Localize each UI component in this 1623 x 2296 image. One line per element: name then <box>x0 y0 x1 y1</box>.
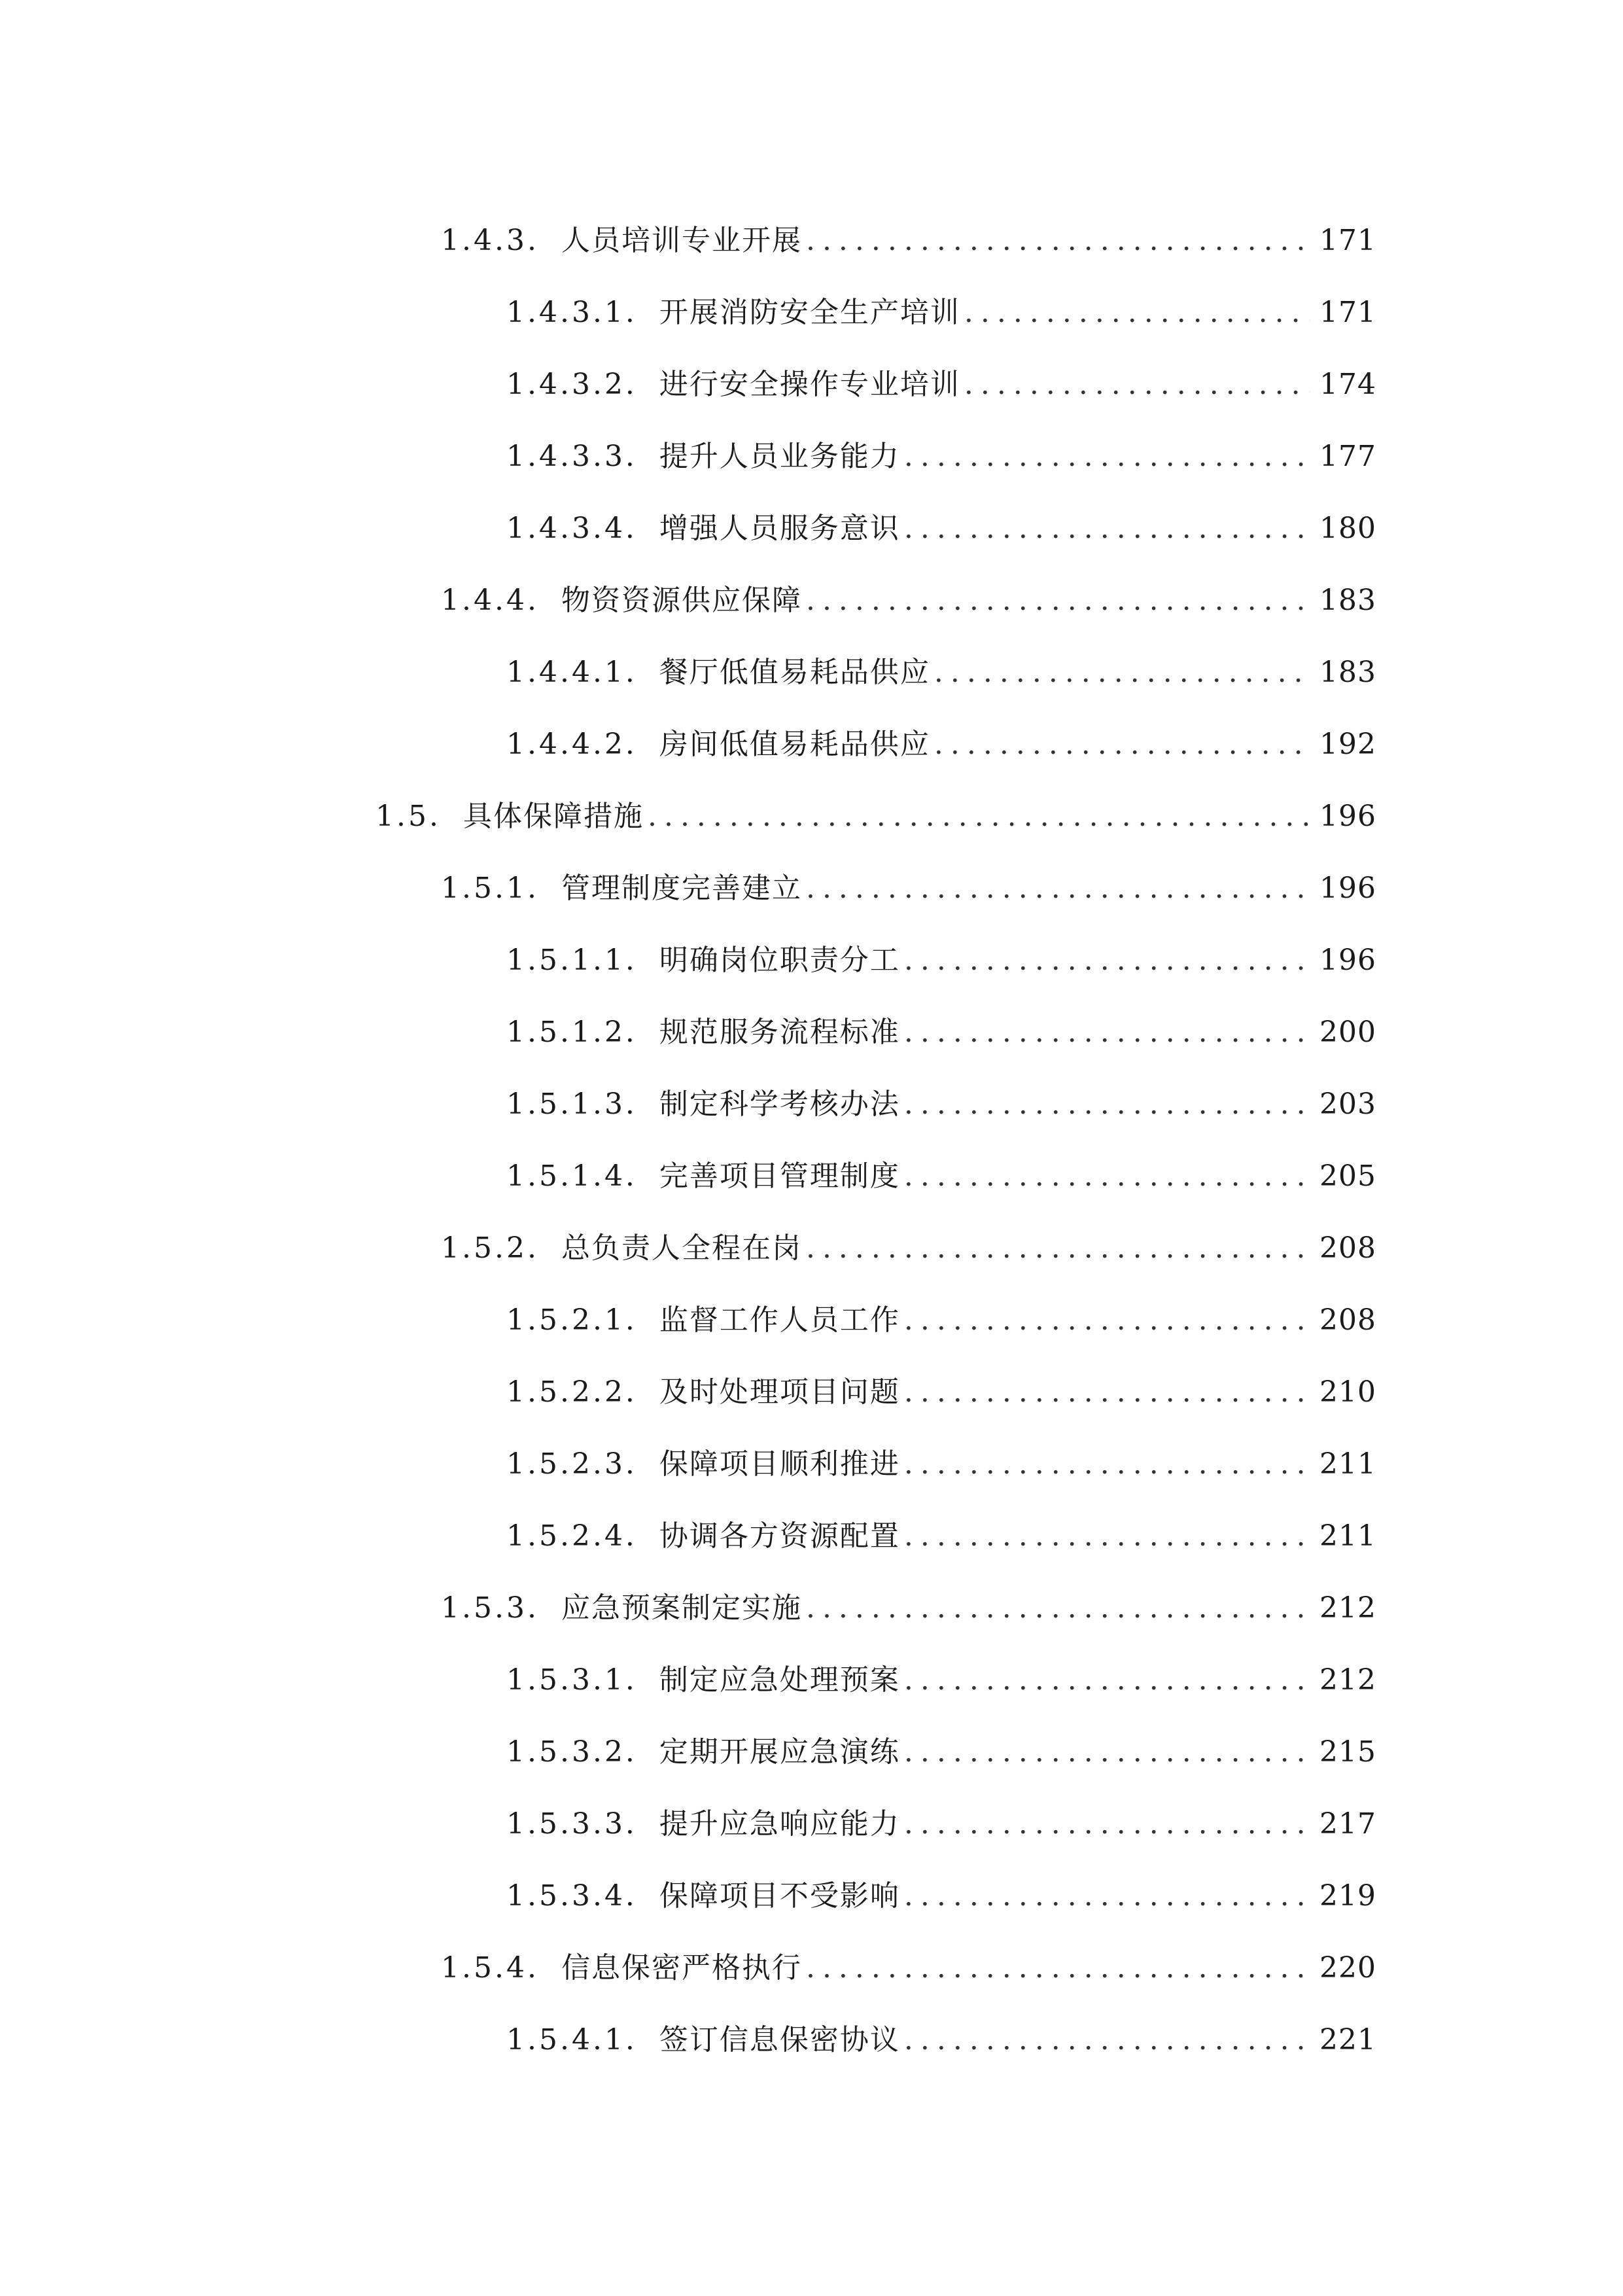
dot-leader <box>904 1378 1310 1407</box>
toc-entry-page-number: 211 <box>1319 1519 1376 1553</box>
toc-entry[interactable] <box>0 1644 1623 1716</box>
toc-entry-title: 完善项目管理制度 <box>659 1159 900 1193</box>
toc-entry[interactable] <box>0 493 1623 565</box>
dot-leader <box>904 1090 1310 1119</box>
toc-entry-page-number: 210 <box>1319 1375 1376 1409</box>
toc-entry-title: 及时处理项目问题 <box>659 1375 900 1409</box>
toc-entry-title: 应急预案制定实施 <box>561 1591 802 1625</box>
dot-leader <box>904 442 1310 471</box>
dot-leader <box>904 1522 1310 1551</box>
toc-entry-page-number: 171 <box>1319 296 1376 329</box>
toc-entry-page-number: 200 <box>1319 1016 1376 1049</box>
toc-entry-number: 1.4.3.2. <box>506 368 637 401</box>
toc-entry-number: 1.5. <box>375 800 441 833</box>
toc-entry-page-number: 196 <box>1319 944 1376 977</box>
toc-entry-title: 增强人员服务意识 <box>659 512 900 545</box>
toc-entry[interactable] <box>0 205 1623 277</box>
toc-entry-title: 具体保障措施 <box>462 800 644 833</box>
toc-entry[interactable] <box>0 349 1623 421</box>
toc-entry-title: 签订信息保密协议 <box>659 2023 900 2057</box>
dot-leader <box>806 1954 1310 1983</box>
toc-entry-number: 1.5.3.4. <box>506 1879 637 1913</box>
dot-leader <box>806 226 1310 255</box>
dot-leader <box>904 514 1310 543</box>
dot-leader <box>934 730 1310 759</box>
toc-entry-number: 1.5.3.1. <box>506 1663 637 1697</box>
toc-entry-title: 监督工作人员工作 <box>659 1303 900 1337</box>
toc-entry[interactable] <box>0 2004 1623 2076</box>
toc-entry[interactable] <box>0 1212 1623 1284</box>
toc-entry-number: 1.5.2.4. <box>506 1519 637 1553</box>
toc-entry-title: 制定科学考核办法 <box>659 1087 900 1121</box>
toc-entry-title: 房间低值易耗品供应 <box>659 728 930 761</box>
toc-entry[interactable] <box>0 1500 1623 1572</box>
toc-entry[interactable] <box>0 1428 1623 1500</box>
dot-leader <box>904 1738 1310 1767</box>
toc-entry-number: 1.4.3.3. <box>506 440 637 473</box>
toc-entry-number: 1.5.2.2. <box>506 1375 637 1409</box>
dot-leader <box>904 1810 1310 1839</box>
toc-entry-title: 开展消防安全生产培训 <box>659 296 960 329</box>
toc-entry-number: 1.5.1.3. <box>506 1087 637 1121</box>
toc-entry-number: 1.5.2. <box>441 1231 539 1265</box>
toc-entry-title: 提升人员业务能力 <box>659 440 900 473</box>
toc-entry-title: 制定应急处理预案 <box>659 1663 900 1697</box>
toc-entry[interactable] <box>0 1860 1623 1932</box>
dot-leader <box>904 1882 1310 1911</box>
dot-leader <box>904 1666 1310 1695</box>
toc-entry[interactable] <box>0 1069 1623 1140</box>
toc-entry[interactable] <box>0 637 1623 709</box>
toc-entry-number: 1.4.3. <box>441 224 539 257</box>
toc-entry-page-number: 196 <box>1319 800 1376 833</box>
toc-entry-page-number: 171 <box>1319 224 1376 257</box>
toc-entry-page-number: 219 <box>1319 1879 1376 1913</box>
toc-entry[interactable] <box>0 781 1623 853</box>
toc-entry-title: 进行安全操作专业培训 <box>659 368 960 401</box>
dot-leader <box>964 298 1310 327</box>
toc-entry-number: 1.5.2.3. <box>506 1447 637 1481</box>
table-of-contents <box>0 205 1623 2076</box>
toc-entry-title: 协调各方资源配置 <box>659 1519 900 1553</box>
toc-entry[interactable] <box>0 277 1623 349</box>
toc-entry-page-number: 217 <box>1319 1807 1376 1841</box>
toc-entry[interactable] <box>0 565 1623 637</box>
toc-entry-number: 1.4.4. <box>441 584 539 617</box>
toc-entry[interactable] <box>0 1716 1623 1788</box>
dot-leader <box>806 874 1310 903</box>
toc-entry-page-number: 220 <box>1319 1951 1376 1985</box>
toc-entry-title: 信息保密严格执行 <box>561 1951 802 1985</box>
toc-entry-number: 1.5.3. <box>441 1591 539 1625</box>
toc-entry-page-number: 208 <box>1319 1231 1376 1265</box>
toc-entry-page-number: 177 <box>1319 440 1376 473</box>
toc-entry-number: 1.5.1.2. <box>506 1016 637 1049</box>
toc-entry[interactable] <box>0 853 1623 925</box>
toc-entry-title: 明确岗位职责分工 <box>659 944 900 977</box>
toc-entry-number: 1.5.3.3. <box>506 1807 637 1841</box>
toc-entry-page-number: 203 <box>1319 1087 1376 1121</box>
toc-entry-page-number: 212 <box>1319 1591 1376 1625</box>
toc-entry-number: 1.4.3.4. <box>506 512 637 545</box>
dot-leader <box>806 586 1310 615</box>
toc-entry-number: 1.5.4. <box>441 1951 539 1985</box>
dot-leader <box>648 802 1310 831</box>
toc-entry-number: 1.4.4.1. <box>506 656 637 689</box>
dot-leader <box>904 2026 1310 2055</box>
toc-entry-number: 1.5.1. <box>441 872 539 905</box>
toc-entry[interactable] <box>0 997 1623 1069</box>
toc-entry-page-number: 174 <box>1319 368 1376 401</box>
toc-entry[interactable] <box>0 421 1623 493</box>
toc-entry-title: 物资资源供应保障 <box>561 584 802 617</box>
toc-entry-number: 1.5.3.2. <box>506 1735 637 1769</box>
toc-entry-title: 保障项目顺利推进 <box>659 1447 900 1481</box>
toc-entry-page-number: 183 <box>1319 584 1376 617</box>
toc-entry[interactable] <box>0 709 1623 781</box>
toc-entry-title: 人员培训专业开展 <box>561 224 802 257</box>
toc-entry-page-number: 208 <box>1319 1303 1376 1337</box>
toc-entry-page-number: 205 <box>1319 1159 1376 1193</box>
toc-entry-page-number: 211 <box>1319 1447 1376 1481</box>
dot-leader <box>904 1018 1310 1047</box>
toc-entry-title: 总负责人全程在岗 <box>561 1231 802 1265</box>
toc-entry-number: 1.5.2.1. <box>506 1303 637 1337</box>
toc-entry-number: 1.5.1.1. <box>506 944 637 977</box>
toc-entry-page-number: 221 <box>1319 2023 1376 2057</box>
dot-leader <box>934 658 1310 687</box>
toc-entry-title: 定期开展应急演练 <box>659 1735 900 1769</box>
toc-entry-page-number: 180 <box>1319 512 1376 545</box>
toc-entry-title: 管理制度完善建立 <box>561 872 802 905</box>
toc-entry[interactable] <box>0 1572 1623 1644</box>
toc-entry-number: 1.5.4.1. <box>506 2023 637 2057</box>
toc-entry[interactable] <box>0 1356 1623 1428</box>
dot-leader <box>904 1306 1310 1335</box>
toc-entry[interactable] <box>0 1284 1623 1356</box>
toc-entry-page-number: 215 <box>1319 1735 1376 1769</box>
toc-entry-page-number: 192 <box>1319 728 1376 761</box>
toc-entry[interactable] <box>0 1140 1623 1212</box>
toc-entry-number: 1.4.3.1. <box>506 296 637 329</box>
dot-leader <box>904 1450 1310 1479</box>
dot-leader <box>964 370 1310 399</box>
toc-entry-title: 保障项目不受影响 <box>659 1879 900 1913</box>
toc-entry-title: 餐厅低值易耗品供应 <box>659 656 930 689</box>
toc-entry-page-number: 212 <box>1319 1663 1376 1697</box>
toc-entry[interactable] <box>0 1932 1623 2004</box>
dot-leader <box>904 1162 1310 1191</box>
toc-entry-page-number: 196 <box>1319 872 1376 905</box>
toc-entry-number: 1.5.1.4. <box>506 1159 637 1193</box>
toc-entry-number: 1.4.4.2. <box>506 728 637 761</box>
toc-entry-title: 提升应急响应能力 <box>659 1807 900 1841</box>
dot-leader <box>806 1594 1310 1623</box>
toc-entry[interactable] <box>0 925 1623 997</box>
toc-entry[interactable] <box>0 1788 1623 1860</box>
toc-entry-title: 规范服务流程标准 <box>659 1016 900 1049</box>
dot-leader <box>806 1234 1310 1263</box>
dot-leader <box>904 946 1310 975</box>
toc-entry-page-number: 183 <box>1319 656 1376 689</box>
